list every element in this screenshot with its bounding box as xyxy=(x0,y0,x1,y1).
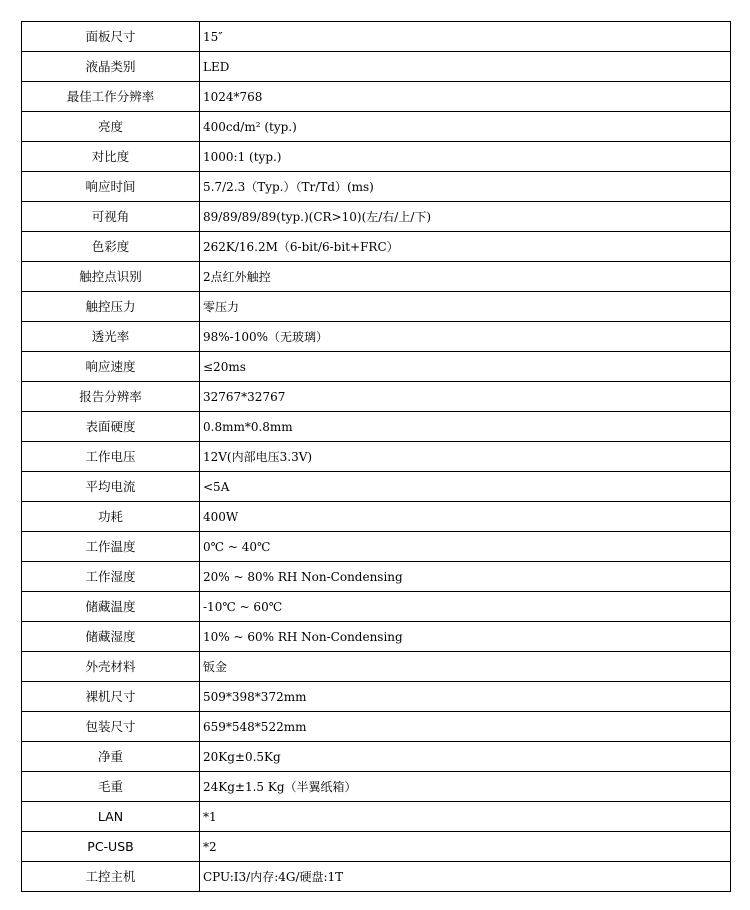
spec-value: *1 xyxy=(200,802,731,832)
spec-row xyxy=(22,412,731,442)
spec-label: 触控点识别 xyxy=(22,262,200,292)
spec-value: 5.7/2.3（Typ.）（Tr/Td）(ms) xyxy=(200,172,731,202)
spec-label: 工控主机 xyxy=(22,862,200,892)
spec-row xyxy=(22,802,731,832)
spec-label: 外壳材料 xyxy=(22,652,200,682)
spec-value: 400W xyxy=(200,502,731,532)
spec-label: 工作温度 xyxy=(22,532,200,562)
spec-row xyxy=(22,472,731,502)
spec-value: LED xyxy=(200,52,731,82)
spec-value: 0℃ ~ 40℃ xyxy=(200,532,731,562)
spec-value: 89/89/89/89(typ.)(CR>10)(左/右/上/下) xyxy=(200,202,731,232)
spec-value: 98%-100%（无玻璃） xyxy=(200,322,731,352)
spec-label: 响应时间 xyxy=(22,172,200,202)
spec-row xyxy=(22,532,731,562)
spec-label: 色彩度 xyxy=(22,232,200,262)
spec-label: 可视角 xyxy=(22,202,200,232)
spec-label: 净重 xyxy=(22,742,200,772)
spec-value: 15″ xyxy=(200,22,731,52)
spec-label: 工作电压 xyxy=(22,442,200,472)
spec-value: 12V(内部电压3.3V) xyxy=(200,442,731,472)
spec-row xyxy=(22,622,731,652)
spec-label: PC-USB xyxy=(22,832,200,862)
spec-label: 功耗 xyxy=(22,502,200,532)
spec-value: 509*398*372mm xyxy=(200,682,731,712)
spec-row xyxy=(22,22,731,52)
spec-row xyxy=(22,322,731,352)
spec-row xyxy=(22,742,731,772)
spec-row xyxy=(22,862,731,892)
spec-row xyxy=(22,652,731,682)
spec-row xyxy=(22,562,731,592)
spec-label: 亮度 xyxy=(22,112,200,142)
spec-label: 触控压力 xyxy=(22,292,200,322)
spec-label: 报告分辨率 xyxy=(22,382,200,412)
spec-value: 2点红外触控 xyxy=(200,262,731,292)
spec-value: 钣金 xyxy=(200,652,731,682)
spec-row xyxy=(22,262,731,292)
spec-value: 659*548*522mm xyxy=(200,712,731,742)
spec-value: ≤20ms xyxy=(200,352,731,382)
spec-value: 20Kg±0.5Kg xyxy=(200,742,731,772)
spec-label: 表面硬度 xyxy=(22,412,200,442)
spec-label: 包装尺寸 xyxy=(22,712,200,742)
spec-value: *2 xyxy=(200,832,731,862)
spec-label: LAN xyxy=(22,802,200,832)
spec-label: 对比度 xyxy=(22,142,200,172)
spec-label: 液晶类别 xyxy=(22,52,200,82)
spec-row xyxy=(22,232,731,262)
spec-row xyxy=(22,292,731,322)
spec-value: 32767*32767 xyxy=(200,382,731,412)
spec-value: 262K/16.2M（6-bit/6-bit+FRC） xyxy=(200,232,731,262)
spec-row xyxy=(22,682,731,712)
spec-label: 裸机尺寸 xyxy=(22,682,200,712)
spec-row xyxy=(22,502,731,532)
spec-value: 1000:1 (typ.) xyxy=(200,142,731,172)
spec-row xyxy=(22,712,731,742)
spec-row xyxy=(22,142,731,172)
spec-value: <5A xyxy=(200,472,731,502)
spec-value: -10℃ ~ 60℃ xyxy=(200,592,731,622)
spec-row xyxy=(22,172,731,202)
spec-row xyxy=(22,442,731,472)
spec-row xyxy=(22,382,731,412)
spec-row xyxy=(22,82,731,112)
spec-row xyxy=(22,832,731,862)
spec-row xyxy=(22,772,731,802)
spec-label: 工作湿度 xyxy=(22,562,200,592)
spec-row xyxy=(22,352,731,382)
spec-row xyxy=(22,112,731,142)
spec-label: 响应速度 xyxy=(22,352,200,382)
spec-label: 面板尺寸 xyxy=(22,22,200,52)
spec-value: 20% ~ 80% RH Non-Condensing xyxy=(200,562,731,592)
spec-label: 储藏湿度 xyxy=(22,622,200,652)
spec-value: 0.8mm*0.8mm xyxy=(200,412,731,442)
spec-label: 平均电流 xyxy=(22,472,200,502)
spec-table xyxy=(21,21,731,892)
spec-row xyxy=(22,52,731,82)
spec-value: 24Kg±1.5 Kg（半翼纸箱） xyxy=(200,772,731,802)
spec-value: CPU:I3/内存:4G/硬盘:1T xyxy=(200,862,731,892)
spec-label: 储藏温度 xyxy=(22,592,200,622)
spec-table-body xyxy=(22,22,731,892)
spec-label: 透光率 xyxy=(22,322,200,352)
spec-label: 毛重 xyxy=(22,772,200,802)
spec-value: 零压力 xyxy=(200,292,731,322)
spec-label: 最佳工作分辨率 xyxy=(22,82,200,112)
spec-value: 400cd/m² (typ.) xyxy=(200,112,731,142)
spec-row xyxy=(22,592,731,622)
spec-value: 10% ~ 60% RH Non-Condensing xyxy=(200,622,731,652)
spec-value: 1024*768 xyxy=(200,82,731,112)
spec-row xyxy=(22,202,731,232)
